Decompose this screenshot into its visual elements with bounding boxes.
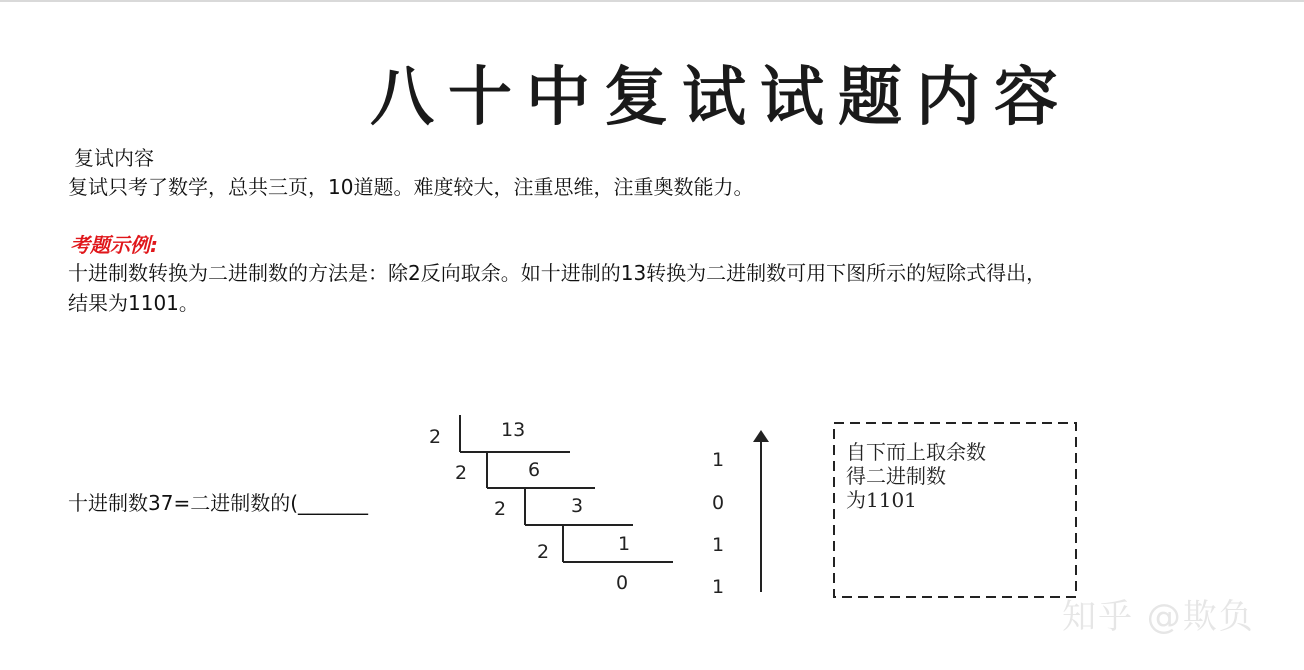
remainder-1: 1 [712,449,725,471]
divisor-4: 2 [537,541,550,563]
divisor-2: 2 [455,462,468,484]
dividend-1: 13 [501,419,526,441]
page-title: 八十中复试试题内容 [370,60,1072,135]
division-lines [460,415,673,562]
final-quotient: 0 [616,572,629,594]
divisor-1: 2 [429,426,442,448]
example-text-line2: 结果为1101。 [68,291,199,315]
question-text: 十进制数37=二进制数的(_______ [68,491,369,515]
watermark: 知乎 @欺负 [1062,597,1255,637]
remainder-4: 1 [712,576,725,598]
example-text-line1: 十进制数转换为二进制数的方法是：除2反向取余。如十进制的13转换为二进制数可用下图所示的短除式得出， [68,261,1047,285]
dividend-3: 3 [571,495,584,517]
upward-arrow-icon [753,430,769,442]
section-body: 复试只考了数学，总共三页，10道题。难度较大，注重思维，注重奥数能力。 [68,175,754,199]
remainder-2: 0 [712,492,725,514]
section-heading: 复试内容 [74,146,154,170]
dividend-2: 6 [528,459,541,481]
note-line-2: 得二进制数 [846,464,946,488]
remainder-3: 1 [712,534,725,556]
example-label: 考题示例: [70,233,158,257]
note-box-text [846,440,1066,512]
note-line-3: 为1101 [846,488,917,512]
note-line-1: 自下而上取余数 [846,440,986,464]
divisor-3: 2 [494,498,507,520]
dividend-4: 1 [618,533,631,555]
